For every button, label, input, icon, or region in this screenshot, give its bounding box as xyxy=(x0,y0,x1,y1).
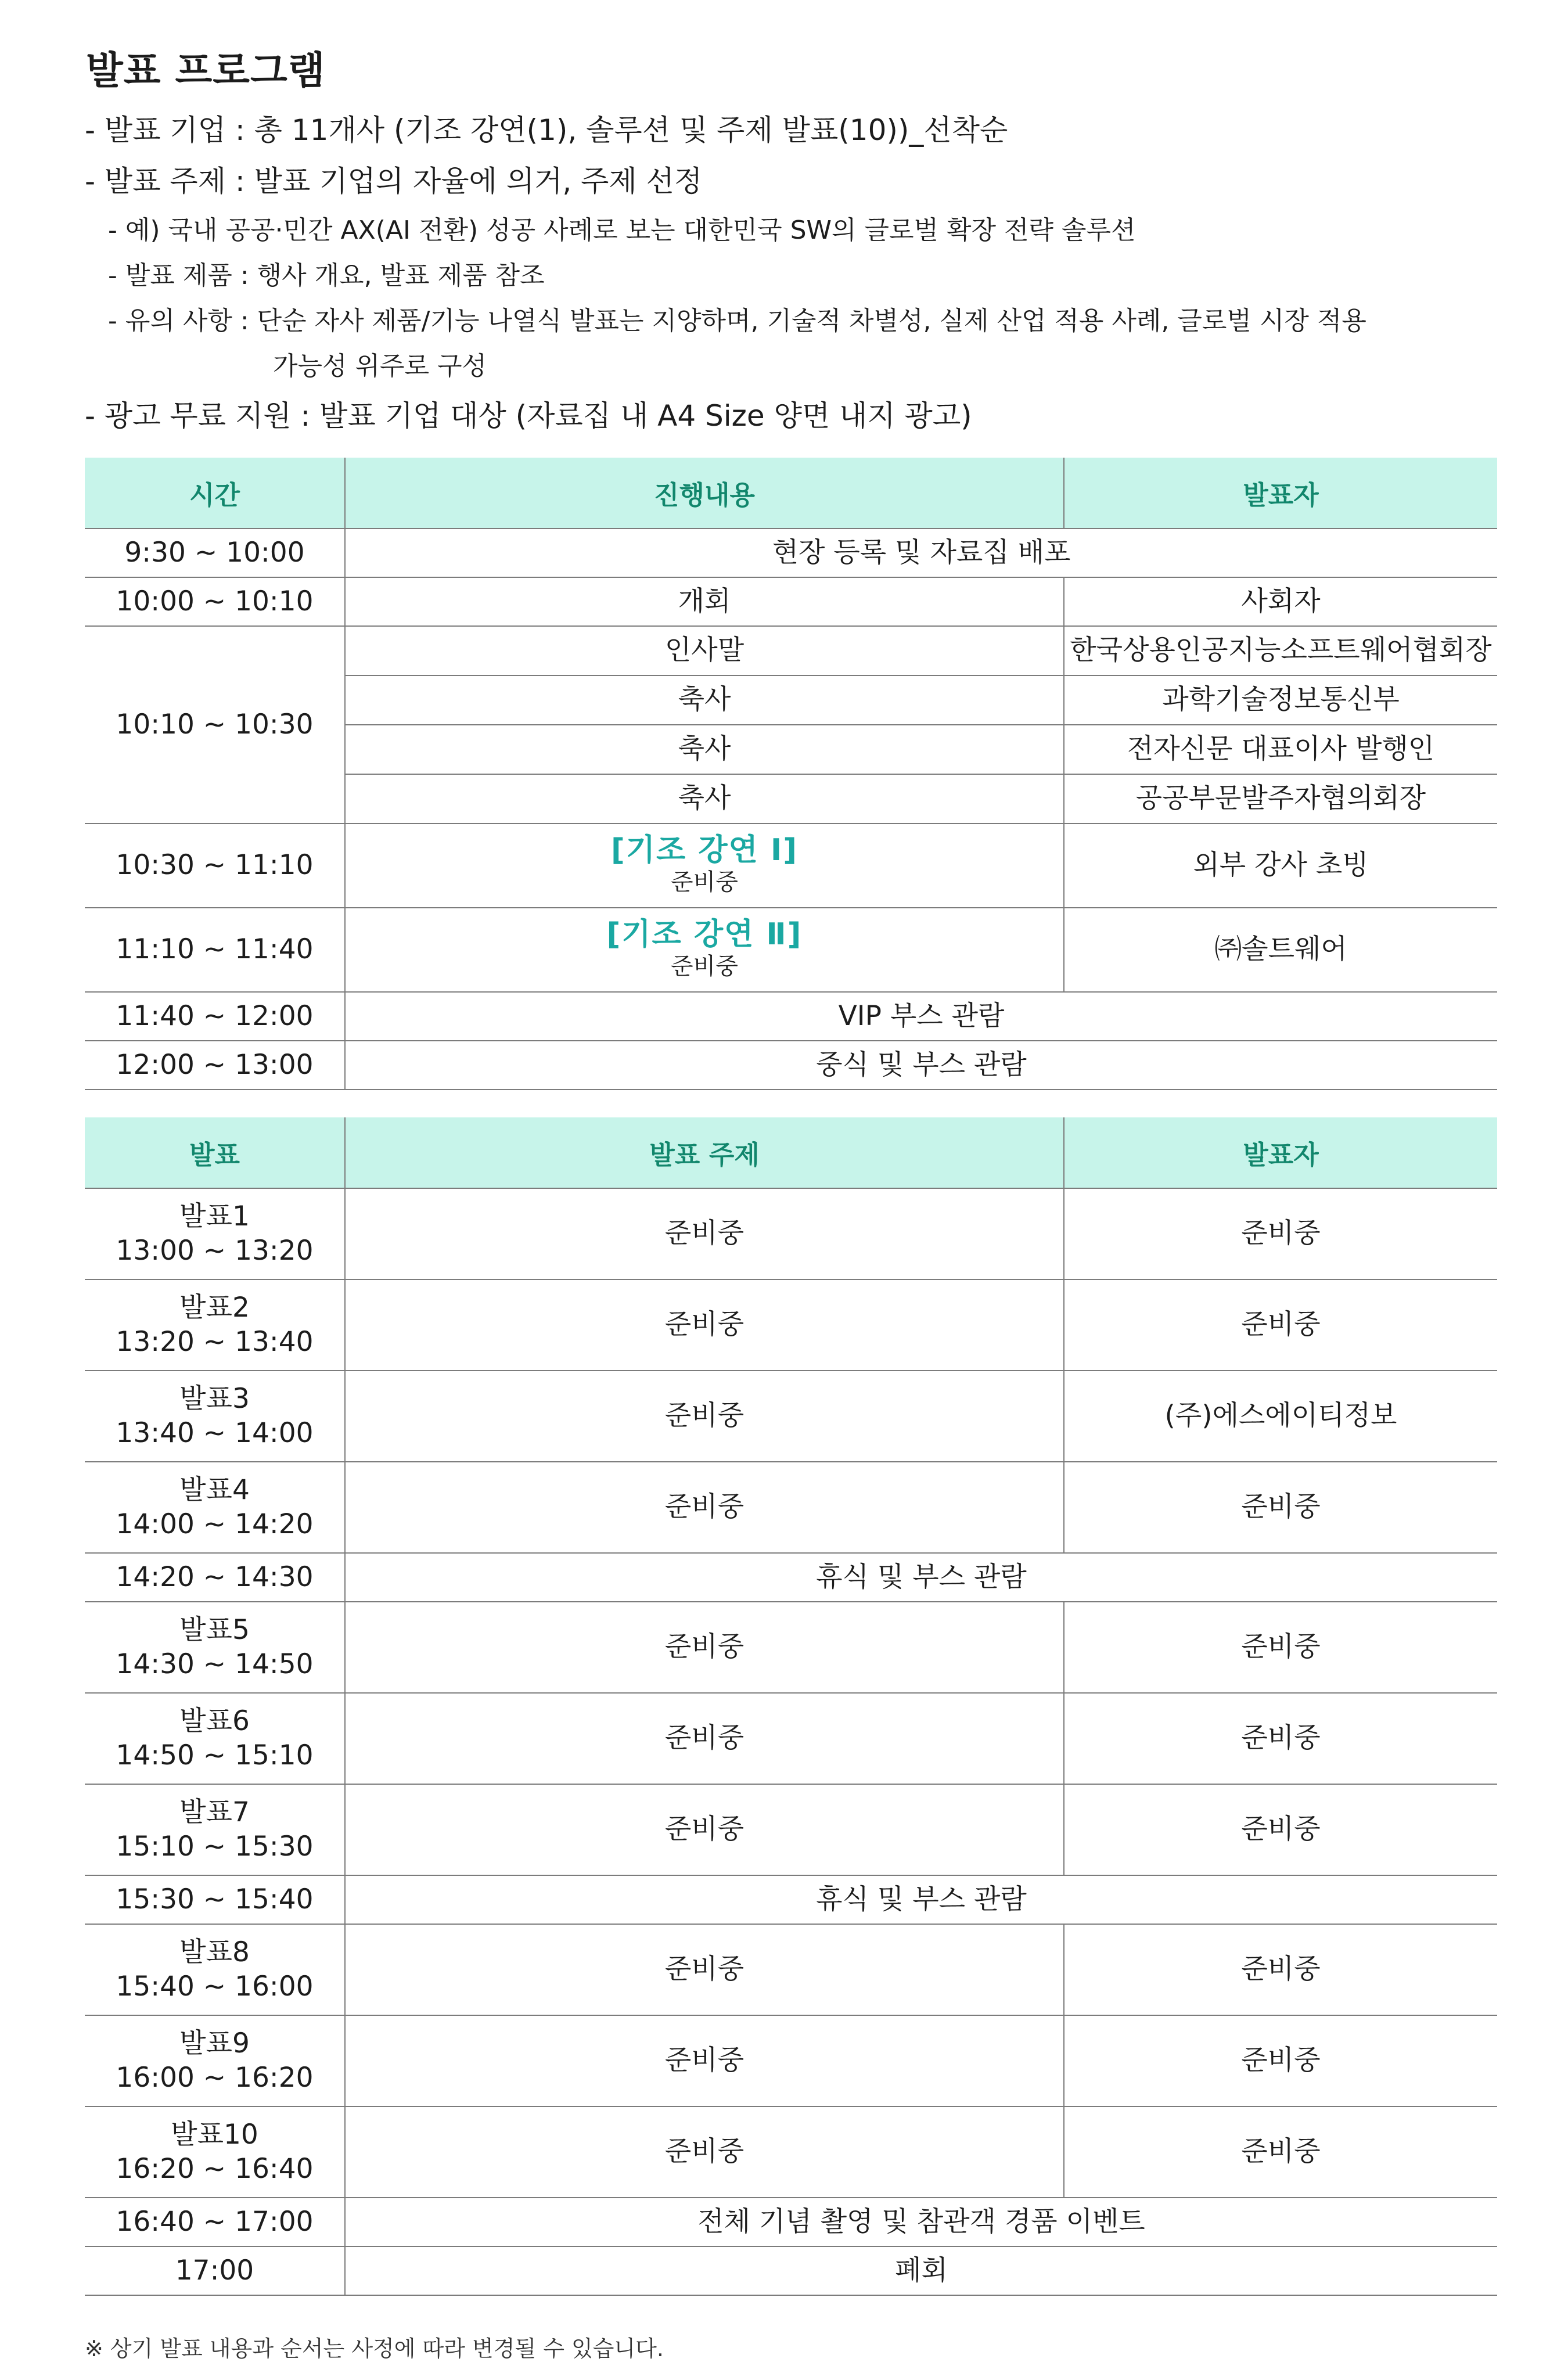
slot-name: 발표1 xyxy=(179,1200,250,1232)
time-cell: 9:30 ~ 10:00 xyxy=(85,529,345,577)
content-cell: 축사 xyxy=(345,675,1064,725)
intro-topic: - 발표 주제 : 발표 기업의 자율에 의거, 주제 선정 xyxy=(85,164,703,198)
time-cell: 16:40 ~ 17:00 xyxy=(85,2198,345,2246)
header-time: 시간 xyxy=(85,458,345,529)
content-cell: 중식 및 부스 관람 xyxy=(345,1041,1497,1090)
slot-cell xyxy=(85,1462,345,1553)
speaker-cell: 과학기술정보통신부 xyxy=(1064,675,1497,725)
speaker-cell: 준비중 xyxy=(1064,2015,1497,2106)
speaker-cell: 준비중 xyxy=(1064,1462,1497,1553)
table-row xyxy=(85,1462,1497,1553)
table-row xyxy=(85,1693,1497,1784)
content-cell: 축사 xyxy=(345,725,1064,774)
morning-schedule-table xyxy=(85,458,1497,1090)
speaker-cell: 외부 강사 초빙 xyxy=(1064,824,1497,908)
topic-cell: 준비중 xyxy=(345,2106,1064,2198)
header-presentation: 발표 xyxy=(85,1117,345,1188)
table-row xyxy=(85,2106,1497,2198)
table-header-row xyxy=(85,1117,1497,1188)
slot-name: 발표8 xyxy=(179,1936,250,1968)
table-row xyxy=(85,2198,1497,2246)
time-cell: 14:20 ~ 14:30 xyxy=(85,1553,345,1602)
table-row xyxy=(85,1784,1497,1875)
slot-time: 13:40 ~ 14:00 xyxy=(116,1417,314,1449)
slot-name: 발표9 xyxy=(179,2027,250,2059)
slot-cell xyxy=(85,1924,345,2015)
table-row xyxy=(85,2015,1497,2106)
table-row xyxy=(85,529,1497,577)
table-row xyxy=(85,1279,1497,1371)
header-content: 진행내용 xyxy=(345,458,1064,529)
speaker-cell: 공공부문발주자협의회장 xyxy=(1064,774,1497,824)
table-row xyxy=(85,2246,1497,2295)
speaker-cell: 준비중 xyxy=(1064,1279,1497,1371)
time-cell: 17:00 xyxy=(85,2246,345,2295)
speaker-cell: 전자신문 대표이사 발행인 xyxy=(1064,725,1497,774)
slot-cell xyxy=(85,2106,345,2198)
table-row xyxy=(85,1553,1497,1602)
speaker-cell: (주)에스에이티정보 xyxy=(1064,1371,1497,1462)
slot-time: 16:00 ~ 16:20 xyxy=(116,2061,314,2094)
table-row xyxy=(85,1602,1497,1693)
header-topic: 발표 주제 xyxy=(345,1117,1064,1188)
slot-cell xyxy=(85,2015,345,2106)
table-row xyxy=(85,1371,1497,1462)
slot-cell xyxy=(85,1279,345,1371)
speaker-cell: 사회자 xyxy=(1064,577,1497,626)
slot-name: 발표6 xyxy=(179,1705,250,1737)
slot-time: 16:20 ~ 16:40 xyxy=(116,2152,314,2185)
table-row xyxy=(85,1188,1497,1279)
speaker-cell: 준비중 xyxy=(1064,1188,1497,1279)
content-cell: 개회 xyxy=(345,577,1064,626)
speaker-cell: 준비중 xyxy=(1064,1693,1497,1784)
intro-caution: - 유의 사항 : 단순 자사 제품/기능 나열식 발표는 지양하며, 기술적 차별성, 실제 산업 적용 사례, 글로벌 시장 적용 xyxy=(108,306,1366,336)
table-row xyxy=(85,626,1497,675)
time-cell: 15:30 ~ 15:40 xyxy=(85,1875,345,1924)
intro-companies: - 발표 기업 : 총 11개사 (기조 강연(1), 솔루션 및 주제 발표(10))_선착순 xyxy=(85,113,1008,147)
content-cell: VIP 부스 관람 xyxy=(345,992,1497,1041)
table-row xyxy=(85,1041,1497,1090)
topic-cell: 준비중 xyxy=(345,1924,1064,2015)
slot-time: 13:20 ~ 13:40 xyxy=(116,1325,314,1358)
slot-time: 14:50 ~ 15:10 xyxy=(116,1739,314,1771)
slot-time: 14:00 ~ 14:20 xyxy=(116,1508,314,1540)
speaker-cell: ㈜솔트웨어 xyxy=(1064,908,1497,992)
slot-cell xyxy=(85,1693,345,1784)
keynote-status: 준비중 xyxy=(671,953,738,980)
header-speaker: 발표자 xyxy=(1064,1117,1497,1188)
content-cell: 축사 xyxy=(345,774,1064,824)
time-cell: 10:30 ~ 11:10 xyxy=(85,824,345,908)
page-title: 발표 프로그램 xyxy=(86,48,326,93)
topic-cell: 준비중 xyxy=(345,1602,1064,1693)
slot-name: 발표4 xyxy=(179,1473,250,1506)
keynote-cell xyxy=(345,824,1064,908)
header-speaker: 발표자 xyxy=(1064,458,1497,529)
slot-cell xyxy=(85,1371,345,1462)
slot-name: 발표2 xyxy=(179,1291,250,1324)
slot-time: 15:10 ~ 15:30 xyxy=(116,1830,314,1863)
slot-cell xyxy=(85,1188,345,1279)
time-cell: 11:40 ~ 12:00 xyxy=(85,992,345,1041)
slot-name: 발표10 xyxy=(171,2118,258,2151)
topic-cell: 준비중 xyxy=(345,1784,1064,1875)
content-cell: 인사말 xyxy=(345,626,1064,675)
intro-ad-support: - 광고 무료 지원 : 발표 기업 대상 (자료집 내 A4 Size 양면 내지 광고) xyxy=(85,399,972,433)
table-row xyxy=(85,1875,1497,1924)
slot-time: 14:30 ~ 14:50 xyxy=(116,1648,314,1680)
topic-cell: 준비중 xyxy=(345,1371,1064,1462)
keynote-title: [기조 강연 Ⅱ] xyxy=(606,916,803,952)
content-cell: 휴식 및 부스 관람 xyxy=(345,1553,1497,1602)
slot-time: 13:00 ~ 13:20 xyxy=(116,1234,314,1267)
slot-name: 발표7 xyxy=(179,1796,250,1828)
table-row xyxy=(85,824,1497,908)
content-cell: 현장 등록 및 자료집 배포 xyxy=(345,529,1497,577)
topic-cell: 준비중 xyxy=(345,1462,1064,1553)
table-row xyxy=(85,992,1497,1041)
slot-time: 15:40 ~ 16:00 xyxy=(116,1970,314,2002)
topic-cell: 준비중 xyxy=(345,2015,1064,2106)
table-row xyxy=(85,1924,1497,2015)
content-cell: 전체 기념 촬영 및 참관객 경품 이벤트 xyxy=(345,2198,1497,2246)
topic-cell: 준비중 xyxy=(345,1693,1064,1784)
table-row xyxy=(85,577,1497,626)
slot-cell xyxy=(85,1602,345,1693)
speaker-cell: 준비중 xyxy=(1064,1784,1497,1875)
table-row xyxy=(85,908,1497,992)
time-cell: 10:10 ~ 10:30 xyxy=(85,626,345,824)
presentation-schedule-table xyxy=(85,1117,1497,2296)
time-cell: 11:10 ~ 11:40 xyxy=(85,908,345,992)
speaker-cell: 준비중 xyxy=(1064,1924,1497,2015)
table-header-row xyxy=(85,458,1497,529)
content-cell: 휴식 및 부스 관람 xyxy=(345,1875,1497,1924)
topic-cell: 준비중 xyxy=(345,1188,1064,1279)
speaker-cell: 준비중 xyxy=(1064,1602,1497,1693)
footnote: ※ 상기 발표 내용과 순서는 사정에 따라 변경될 수 있습니다. xyxy=(85,2336,664,2361)
intro-caution-continued: 가능성 위주로 구성 xyxy=(273,351,487,381)
speaker-cell: 한국상용인공지능소프트웨어협회장 xyxy=(1064,626,1497,675)
slot-cell xyxy=(85,1784,345,1875)
speaker-cell: 준비중 xyxy=(1064,2106,1497,2198)
keynote-title: [기조 강연 Ⅰ] xyxy=(610,832,798,868)
keynote-status: 준비중 xyxy=(671,869,738,896)
slot-name: 발표3 xyxy=(179,1382,250,1415)
slot-name: 발표5 xyxy=(179,1613,250,1646)
content-cell: 폐회 xyxy=(345,2246,1497,2295)
keynote-cell xyxy=(345,908,1064,992)
intro-product: - 발표 제품 : 행사 개요, 발표 제품 참조 xyxy=(108,261,545,290)
time-cell: 10:00 ~ 10:10 xyxy=(85,577,345,626)
intro-example: - 예) 국내 공공·민간 AX(AI 전환) 성공 사례로 보는 대한민국 SW의 글로벌 확장 전략 솔루션 xyxy=(108,215,1136,245)
topic-cell: 준비중 xyxy=(345,1279,1064,1371)
time-cell: 12:00 ~ 13:00 xyxy=(85,1041,345,1090)
